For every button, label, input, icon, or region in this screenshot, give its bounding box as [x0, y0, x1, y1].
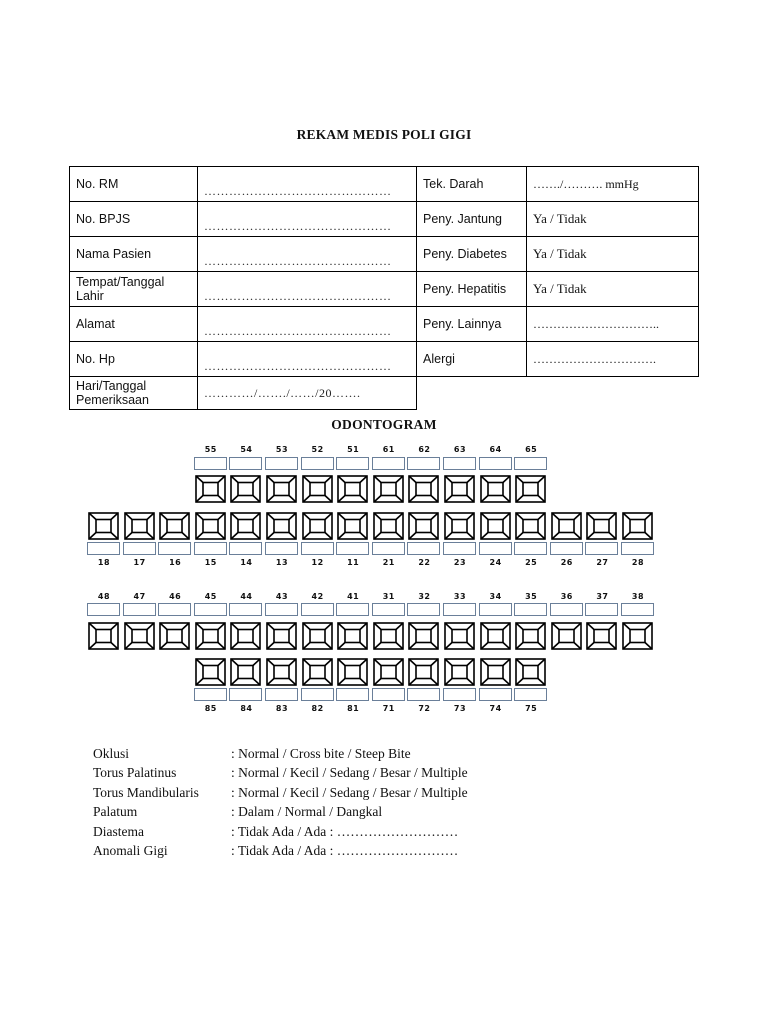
tooth-51-icon[interactable]: [337, 475, 368, 503]
tooth-number-16: 16: [169, 558, 182, 567]
tooth-note-box-38[interactable]: [621, 603, 654, 616]
tooth-number-25: 25: [525, 558, 538, 567]
label-peny-jantung: Peny. Jantung: [417, 202, 527, 237]
field-peny-lainnya[interactable]: …………………………..: [527, 307, 699, 342]
tooth-note-box-65[interactable]: [514, 457, 547, 470]
tooth-63-icon[interactable]: [444, 475, 475, 503]
tooth-15-icon[interactable]: [195, 512, 226, 540]
tooth-note-box-44[interactable]: [229, 603, 262, 616]
tooth-note-box-71[interactable]: [372, 688, 405, 701]
table-row: [70, 307, 699, 342]
tooth-74-icon[interactable]: [480, 658, 511, 686]
tooth-number-21: 21: [382, 558, 395, 567]
tooth-number-53: 53: [275, 445, 289, 454]
findings-list: [93, 744, 468, 860]
tooth-53-icon[interactable]: [266, 475, 297, 503]
tooth-note-box-43[interactable]: [265, 603, 298, 616]
tooth-note-box-75[interactable]: [514, 688, 547, 701]
tooth-note-box-13[interactable]: [265, 542, 298, 555]
patient-info-table: [69, 166, 699, 410]
tooth-number-63: 63: [453, 445, 467, 454]
field-nama-pasien[interactable]: ………………………………………: [198, 237, 417, 272]
tooth-number-62: 62: [418, 445, 431, 454]
tooth-note-box-74[interactable]: [479, 688, 512, 701]
finding-torus-mandibularis: [93, 783, 468, 802]
field-hari-tanggal-pemeriksaan[interactable]: …………/……./……/20…….: [198, 377, 417, 410]
odontogram-title: ODONTOGRAM: [331, 417, 437, 432]
tooth-31-icon[interactable]: [373, 622, 404, 650]
table-row: [70, 272, 699, 307]
field-peny-hepatitis[interactable]: Ya / Tidak: [527, 272, 699, 307]
tooth-52-icon[interactable]: [302, 475, 333, 503]
tooth-number-84: 84: [240, 704, 253, 713]
tooth-note-box-63[interactable]: [443, 457, 476, 470]
tooth-34-icon[interactable]: [480, 622, 511, 650]
tooth-number-11: 11: [347, 558, 360, 567]
field-no-bpjs[interactable]: ………………………………………: [198, 202, 417, 237]
tooth-24-icon[interactable]: [480, 512, 511, 540]
tooth-11-icon[interactable]: [337, 512, 368, 540]
tooth-number-13: 13: [275, 558, 289, 567]
tooth-number-72: 72: [418, 704, 431, 713]
finding-label: Diastema: [93, 823, 144, 839]
tooth-number-38: 38: [631, 592, 645, 601]
tooth-75-icon[interactable]: [515, 658, 546, 686]
tooth-note-box-52[interactable]: [301, 457, 334, 470]
tooth-note-box-34[interactable]: [479, 603, 512, 616]
tooth-41-icon[interactable]: [337, 622, 368, 650]
tooth-17-icon[interactable]: [124, 512, 155, 540]
tooth-number-64: 64: [489, 445, 502, 454]
tooth-number-36: 36: [560, 592, 573, 601]
table-row: [70, 167, 699, 202]
tooth-number-24: 24: [489, 558, 502, 567]
tooth-number-12: 12: [311, 558, 324, 567]
tooth-45-icon[interactable]: [195, 622, 226, 650]
tooth-12-icon[interactable]: [302, 512, 333, 540]
tooth-number-14: 14: [240, 558, 253, 567]
tooth-36-icon[interactable]: [551, 622, 582, 650]
finding-options: : Normal / Kecil / Sedang / Besar / Multiple: [231, 784, 468, 800]
tooth-note-box-72[interactable]: [407, 688, 440, 701]
finding-label: Oklusi: [93, 746, 130, 761]
label-hari-tanggal-pemeriksaan: Hari/Tanggal Pemeriksaan: [70, 377, 198, 410]
tooth-number-71: 71: [382, 704, 395, 713]
finding-label: Anomali Gigi: [93, 843, 168, 859]
tooth-note-box-41[interactable]: [336, 603, 369, 616]
tooth-note-box-14[interactable]: [229, 542, 262, 555]
tooth-number-33: 33: [453, 592, 467, 601]
tooth-note-box-51[interactable]: [336, 457, 369, 470]
tooth-number-17: 17: [133, 558, 146, 567]
tooth-55-icon[interactable]: [195, 475, 226, 503]
tooth-13-icon[interactable]: [266, 512, 297, 540]
tooth-number-74: 74: [489, 704, 502, 713]
tooth-note-box-15[interactable]: [194, 542, 227, 555]
tooth-number-52: 52: [311, 445, 324, 454]
label-peny-diabetes: Peny. Diabetes: [417, 237, 527, 272]
tooth-32-icon[interactable]: [408, 622, 439, 650]
field-no-hp[interactable]: ………………………………………: [198, 342, 417, 377]
tooth-note-box-16[interactable]: [158, 542, 191, 555]
tooth-33-icon[interactable]: [444, 622, 475, 650]
tooth-note-box-73[interactable]: [443, 688, 476, 701]
tooth-number-54: 54: [240, 445, 253, 454]
finding-anomali-gigi: [93, 841, 468, 860]
tooth-note-box-17[interactable]: [123, 542, 156, 555]
label-peny-lainnya: Peny. Lainnya: [417, 307, 527, 342]
tooth-number-83: 83: [275, 704, 289, 713]
tooth-note-box-84[interactable]: [229, 688, 262, 701]
tooth-27-icon[interactable]: [586, 512, 617, 540]
label-tempat-tanggal-lahir: Tempat/Tanggal Lahir: [70, 272, 198, 307]
tooth-35-icon[interactable]: [515, 622, 546, 650]
tooth-note-box-22[interactable]: [407, 542, 440, 555]
tooth-note-box-12[interactable]: [301, 542, 334, 555]
tooth-note-box-18[interactable]: [87, 542, 120, 555]
tooth-note-box-45[interactable]: [194, 603, 227, 616]
tooth-number-23: 23: [453, 558, 467, 567]
tooth-18-icon[interactable]: [88, 512, 119, 540]
tooth-note-box-25[interactable]: [514, 542, 547, 555]
tooth-note-box-55[interactable]: [194, 457, 227, 470]
field-alergi[interactable]: ………………………….: [527, 342, 699, 377]
tooth-number-65: 65: [525, 445, 538, 454]
tooth-number-55: 55: [204, 445, 217, 454]
tooth-note-box-21[interactable]: [372, 542, 405, 555]
tooth-21-icon[interactable]: [373, 512, 404, 540]
label-no-rm: No. RM: [70, 167, 198, 202]
tooth-note-box-46[interactable]: [158, 603, 191, 616]
table-row: [70, 237, 699, 272]
field-tempat-tanggal-lahir[interactable]: ………………………………………: [198, 272, 417, 307]
finding-options: : Tidak Ada / Ada : ………………………: [231, 823, 459, 839]
tooth-65-icon[interactable]: [515, 475, 546, 503]
table-row: [70, 342, 699, 377]
tooth-number-81: 81: [347, 704, 360, 713]
tooth-note-box-31[interactable]: [372, 603, 405, 616]
tooth-number-22: 22: [418, 558, 431, 567]
tooth-83-icon[interactable]: [266, 658, 297, 686]
tooth-22-icon[interactable]: [408, 512, 439, 540]
finding-options: : Normal / Kecil / Sedang / Besar / Multiple: [231, 765, 468, 781]
tooth-number-31: 31: [382, 592, 395, 601]
tooth-number-51: 51: [347, 445, 360, 454]
tooth-42-icon[interactable]: [302, 622, 333, 650]
tooth-note-box-53[interactable]: [265, 457, 298, 470]
tooth-number-35: 35: [525, 592, 538, 601]
tooth-62-icon[interactable]: [408, 475, 439, 503]
tooth-81-icon[interactable]: [337, 658, 368, 686]
table-row: [70, 377, 699, 410]
tooth-72-icon[interactable]: [408, 658, 439, 686]
tooth-23-icon[interactable]: [444, 512, 475, 540]
tooth-14-icon[interactable]: [230, 512, 261, 540]
tooth-44-icon[interactable]: [230, 622, 261, 650]
tooth-46-icon[interactable]: [159, 622, 190, 650]
tooth-85-icon[interactable]: [195, 658, 226, 686]
tooth-note-box-37[interactable]: [585, 603, 618, 616]
label-no-hp: No. Hp: [70, 342, 198, 377]
tooth-25-icon[interactable]: [515, 512, 546, 540]
tooth-26-icon[interactable]: [551, 512, 582, 540]
tooth-84-icon[interactable]: [230, 658, 261, 686]
tooth-71-icon[interactable]: [373, 658, 404, 686]
tooth-note-box-35[interactable]: [514, 603, 547, 616]
finding-palatum: [93, 802, 468, 821]
tooth-note-box-62[interactable]: [407, 457, 440, 470]
tooth-note-box-11[interactable]: [336, 542, 369, 555]
tooth-number-32: 32: [418, 592, 431, 601]
tooth-note-box-27[interactable]: [585, 542, 618, 555]
tooth-note-box-24[interactable]: [479, 542, 512, 555]
tooth-note-box-33[interactable]: [443, 603, 476, 616]
tooth-82-icon[interactable]: [302, 658, 333, 686]
tooth-64-icon[interactable]: [480, 475, 511, 503]
finding-label: Palatum: [93, 804, 138, 820]
field-tek-darah[interactable]: ……./………. mmHg: [527, 167, 699, 202]
tooth-16-icon[interactable]: [159, 512, 190, 540]
tooth-number-44: 44: [240, 592, 253, 601]
tooth-note-box-47[interactable]: [123, 603, 156, 616]
tooth-47-icon[interactable]: [124, 622, 155, 650]
tooth-61-icon[interactable]: [373, 475, 404, 503]
label-nama-pasien: Nama Pasien: [70, 237, 198, 272]
tooth-number-75: 75: [525, 704, 538, 713]
page-title: REKAM MEDIS POLI GIGI: [296, 127, 472, 142]
tooth-number-18: 18: [97, 558, 111, 567]
tooth-note-box-42[interactable]: [301, 603, 334, 616]
tooth-note-box-64[interactable]: [479, 457, 512, 470]
tooth-28-icon[interactable]: [622, 512, 653, 540]
tooth-number-48: 48: [97, 592, 111, 601]
label-alergi: Alergi: [417, 342, 527, 377]
tooth-note-box-32[interactable]: [407, 603, 440, 616]
tooth-note-box-54[interactable]: [229, 457, 262, 470]
tooth-note-box-83[interactable]: [265, 688, 298, 701]
tooth-number-42: 42: [311, 592, 324, 601]
tooth-note-box-28[interactable]: [621, 542, 654, 555]
tooth-number-47: 47: [133, 592, 146, 601]
tooth-number-85: 85: [204, 704, 217, 713]
tooth-number-41: 41: [347, 592, 360, 601]
tooth-number-28: 28: [631, 558, 645, 567]
tooth-37-icon[interactable]: [586, 622, 617, 650]
tooth-number-61: 61: [382, 445, 395, 454]
tooth-38-icon[interactable]: [622, 622, 653, 650]
label-tek-darah: Tek. Darah: [417, 167, 527, 202]
tooth-number-43: 43: [275, 592, 289, 601]
label-alamat: Alamat: [70, 307, 198, 342]
tooth-54-icon[interactable]: [230, 475, 261, 503]
tooth-number-46: 46: [169, 592, 182, 601]
tooth-note-box-23[interactable]: [443, 542, 476, 555]
tooth-note-box-26[interactable]: [550, 542, 583, 555]
tooth-note-box-48[interactable]: [87, 603, 120, 616]
tooth-number-73: 73: [453, 704, 467, 713]
field-peny-jantung[interactable]: Ya / Tidak: [527, 202, 699, 237]
finding-options: : Normal / Cross bite / Steep Bite: [231, 746, 411, 761]
tooth-note-box-81[interactable]: [336, 688, 369, 701]
tooth-number-37: 37: [596, 592, 609, 601]
finding-oklusi: [93, 744, 468, 763]
tooth-note-box-36[interactable]: [550, 603, 583, 616]
field-no-rm[interactable]: ………………………………………: [198, 167, 417, 202]
tooth-note-box-85[interactable]: [194, 688, 227, 701]
tooth-note-box-61[interactable]: [372, 457, 405, 470]
finding-torus-palatinus: [93, 763, 468, 782]
finding-diastema: [93, 822, 468, 841]
finding-options: : Tidak Ada / Ada : ………………………: [231, 843, 459, 859]
field-peny-diabetes[interactable]: Ya / Tidak: [527, 237, 699, 272]
field-alamat[interactable]: ………………………………………: [198, 307, 417, 342]
tooth-number-45: 45: [204, 592, 217, 601]
finding-label: Torus Palatinus: [93, 765, 177, 781]
tooth-number-26: 26: [560, 558, 573, 567]
table-row: [70, 202, 699, 237]
tooth-number-15: 15: [204, 558, 217, 567]
tooth-number-34: 34: [489, 592, 502, 601]
tooth-48-icon[interactable]: [88, 622, 119, 650]
tooth-note-box-82[interactable]: [301, 688, 334, 701]
tooth-number-27: 27: [596, 558, 609, 567]
tooth-73-icon[interactable]: [444, 658, 475, 686]
finding-options: : Dalam / Normal / Dangkal: [231, 804, 383, 820]
tooth-number-82: 82: [311, 704, 324, 713]
label-peny-hepatitis: Peny. Hepatitis: [417, 272, 527, 307]
label-no-bpjs: No. BPJS: [70, 202, 198, 237]
tooth-43-icon[interactable]: [266, 622, 297, 650]
finding-label: Torus Mandibularis: [93, 784, 199, 800]
